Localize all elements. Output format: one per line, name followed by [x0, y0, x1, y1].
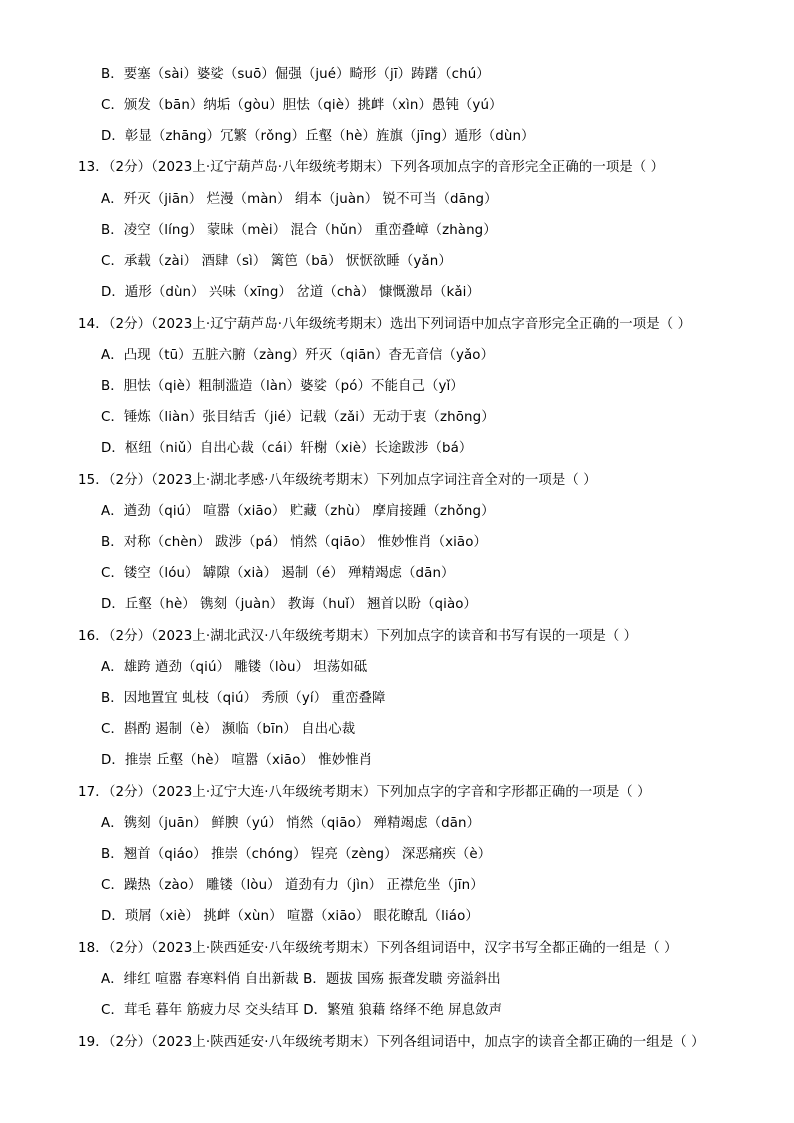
option-line: A．雄跨 遒劲（qiú） 雕镂（lòu） 坦荡如砥 — [101, 660, 368, 675]
option-line: D．琐屑（xiè） 挑衅（xùn） 喧嚣（xiāo） 眼花瞭乱（liáo） — [101, 909, 479, 924]
question-line: 17．（2分）（2023上·辽宁大连·八年级统考期末）下列加点字的字音和字形都正确的一项是（ ） — [78, 785, 651, 800]
option-line: A．凸现（tū）五脏六腑（zàng）歼灭（qiān）杳无音信（yǎo） — [101, 348, 495, 363]
option-line: B．胆怯（qiè）粗制滥造（làn）婆娑（pó）不能自己（yǐ） — [101, 379, 464, 394]
option-line: A．遒劲（qiú） 喧嚣（xiāo） 贮藏（zhù） 摩肩接踵（zhǒng） — [101, 504, 495, 519]
option-line: B．翘首（qiáo） 推崇（chóng） 锃亮（zèng） 深恶痛疾（è） — [101, 847, 492, 862]
option-line: A．镌刻（juān） 鲜腴（yú） 悄然（qiāo） 殚精竭虑（dān） — [101, 816, 481, 831]
option-line: B．要塞（sài）婆娑（suō）倔强（jué）畸形（jī）踌躇（chú） — [101, 67, 490, 82]
question-line: 18．（2分）（2023上·陕西延安·八年级统考期末）下列各组词语中，汉字书写全都正确的一组是（ ） — [78, 941, 678, 956]
question-line: 14．（2分）（2023上·辽宁葫芦岛·八年级统考期末）选出下列词语中加点字音形完全正确的一项是（ ） — [78, 317, 692, 332]
option-line: A．绯红 喧嚣 春寒料俏 自出新裁 B．题拔 国殇 振聋发聩 旁溢斜出 — [101, 972, 501, 987]
option-line: D．推崇 丘壑（hè） 喧嚣（xiāo） 惟妙惟肖 — [101, 753, 373, 768]
option-line: C．躁热（zào） 雕镂（lòu） 道劲有力（jìn） 正襟危坐（jīn） — [101, 878, 484, 893]
option-line: C．镂空（lóu） 罅隙（xià） 遏制（é） 殚精竭虑（dān） — [101, 566, 455, 581]
option-line: C．颁发（bān）纳垢（gòu）胆怯（qiè）挑衅（xìn）愚钝（yú） — [101, 98, 503, 113]
option-line: D．丘壑（hè） 镌刻（juàn） 教诲（huǐ） 翘首以盼（qiào） — [101, 597, 478, 612]
option-line: B．凌空（líng） 蒙昧（mèi） 混合（hǔn） 重峦叠嶂（zhàng） — [101, 223, 497, 238]
option-line: A．歼灭（jiān） 烂漫（màn） 绢本（juàn） 锐不可当（dāng） — [101, 192, 498, 207]
option-line: B．对称（chèn） 跋涉（pá） 悄然（qiāo） 惟妙惟肖（xiāo） — [101, 535, 488, 550]
option-line: C．茸毛 暮年 筋疲力尽 交头结耳 D．繁殖 狼藉 络绎不绝 屏息敛声 — [101, 1003, 503, 1018]
option-line: D．遁形（dùn） 兴味（xīng） 岔道（chà） 慷慨激昂（kǎi） — [101, 285, 480, 300]
option-line: C．承载（zài） 酒肆（sì） 篱笆（bā） 恹恹欲睡（yǎn） — [101, 254, 452, 269]
option-line: D．枢纽（niǔ）自出心裁（cái）轩榭（xiè）长途跋涉（bá） — [101, 441, 473, 456]
option-line: C．斟酌 遏制（è） 濒临（bīn） 自出心裁 — [101, 722, 356, 737]
question-line: 16．（2分）（2023上·湖北武汉·八年级统考期末）下列加点字的读音和书写有误的一项是（ ） — [78, 629, 638, 644]
question-line: 15．（2分）（2023上·湖北孝感·八年级统考期末）下列加点字词注音全对的一项是（ ） — [78, 473, 597, 488]
option-line: B．因地置宜 虬枝（qiú） 秀颀（yí） 重峦叠障 — [101, 691, 386, 706]
option-line: D．彰显（zhāng）冗繁（rǒng）丘壑（hè）旌旗（jīng）遁形（dùn） — [101, 129, 535, 144]
question-line: 19．（2分）（2023上·陕西延安·八年级统考期末）下列各组词语中，加点字的读音全都正确的一组是（ ） — [78, 1035, 705, 1050]
option-line: C．锤炼（liàn）张目结舌（jié）记载（zǎi）无动于衷（zhōng） — [101, 410, 495, 425]
question-line: 13．（2分）（2023上·辽宁葫芦岛·八年级统考期末）下列各项加点字的音形完全正确的一项是（ ） — [78, 160, 665, 175]
